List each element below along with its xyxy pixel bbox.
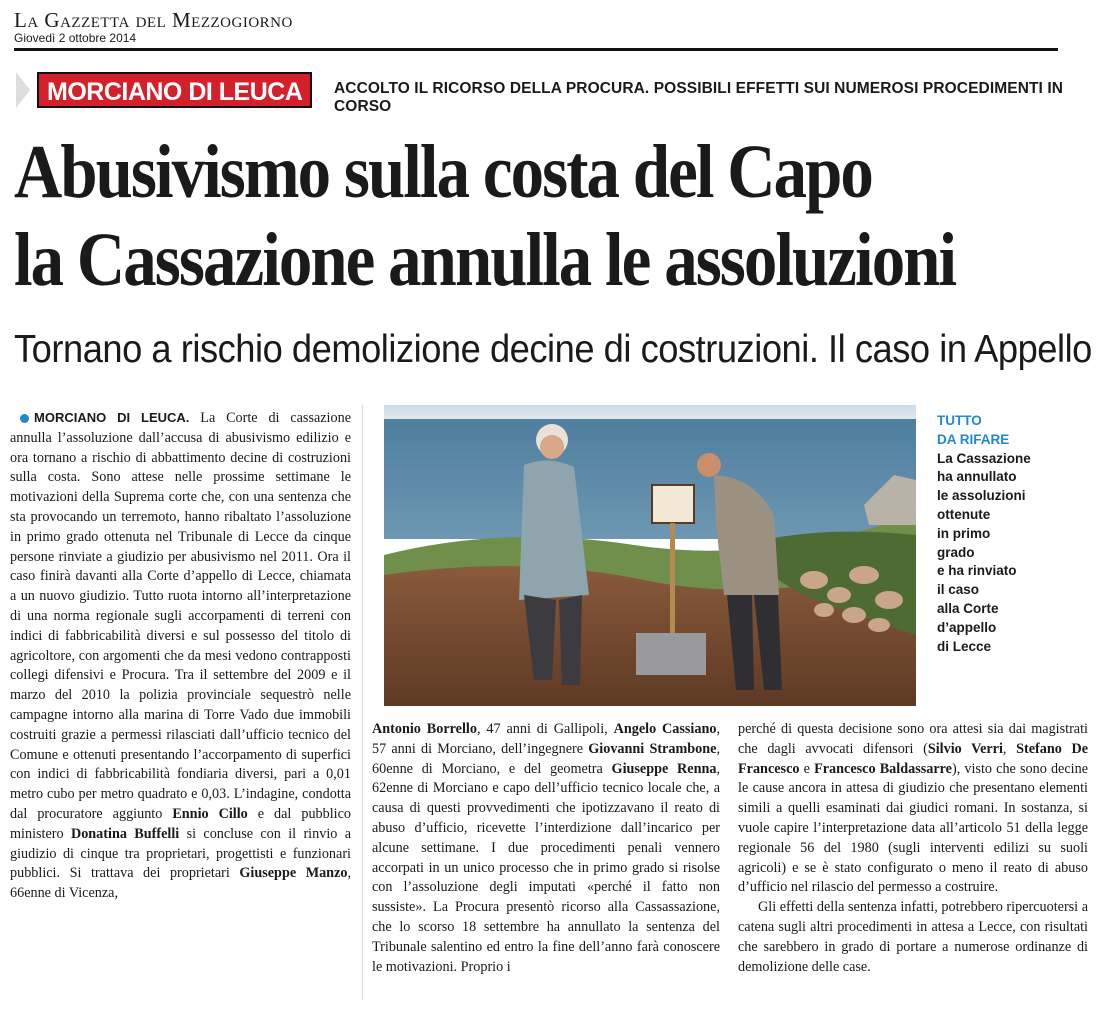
body-text: La Corte di cassazione annulla l’assoluzione dall’accusa di abusivismo edilizio e ora tornano a rischio di abbattimento decine di costruzioni sulla costa. Sono attese nelle prossime settimane le motivazioni della Suprema corte che, con una sentenza che sta provocando un terremoto, hanno ribaltato l’assoluzione in primo grado ottenuta nel Tribunale di Lecce da cinque persone rinviate a giudizio per abusivismo nel 2011. Ora il caso finirà davanti alla Corte d’appello di Lecce, chiamata a un nuovo giudizio. Tutto ruota intorno all’interpretazione di una norma regionale sugli accorpamenti di terreni con indici di fabbricabilità diversi e sul possesso del titolo di agricoltore, con argomenti che da mesi vedono contrapposti collegi difensivi e Procura. Tra il settembre del 2009 e il marzo del 2010 la polizia provinciale sequestrò nelle campagne intorno alla marina di Torre Vado due immobili costruiti grazie a permessi rilasciati dall’ufficio tecnico del Comune e ottenuti presentando l’accorpamento di superfici con indici di fabbricabilità fondiaria diversi, pari a 0,01 metro cubo per metro quadrato e 0,03. L’indagine, condotta dal procuratore aggiunto [10,410,351,822]
caption-line: in primo [937,525,991,541]
news-photo [384,405,916,706]
caption-title-line-1: TUTTO [937,413,982,428]
body-text: e [799,760,815,777]
caption-line: grado [937,544,975,560]
body-text: , 62enne di Morciano e capo dell’ufficio tecnico locale che, a causa di questi provvedimenti che ipotizzavano il reato di abuso d’ufficio, ricevette l’interdizione dall’incarico per alcune settimane. I due procedimenti penali vennero accorpati in un unico processo che in primo grado si risolse con l’assoluzione degli imputati «perché il fatto non sussiste». La Procura presentò ricorso alla Cassassazione, che lo scorso 18 settembre ha annullato la sentenza del Tribunale salentino ed entro la fine dell’anno farà conoscere le motivazioni. Proprio i [372,760,720,975]
body-text: e dal pubblico ministero [10,805,351,842]
body-text: , 60enne di Morciano, e del geometra [372,740,720,777]
masthead-rule [14,48,1058,51]
body-text: , [1002,740,1017,757]
person-name: Angelo Cassiano [613,721,717,737]
person-name: Stefano De Francesco [738,740,1088,777]
person-name: Francesco Baldassarre [814,760,952,777]
kicker: ACCOLTO IL RICORSO DELLA PROCURA. POSSIBILI EFFETTI SUI NUMEROSI PROCEDIMENTI IN CORSO [334,80,1064,115]
caption-line: ottenute [937,506,991,522]
body-text: , 47 anni di Gallipoli, [476,721,614,737]
body-text: , 66enne di Vicenza, [10,865,352,902]
subheadline: Tornano a rischio demolizione decine di costruzioni. Il caso in Appello [14,328,1092,371]
newspaper-name: La Gazzetta del Mezzogiorno [14,8,293,32]
body-text: ), visto che sono decine le cause ancora in attesa di giudizio che presentano elementi simili a quelli esaminati dai giudici romani. In sostanza, si vuole capire l’interpretazione data all’articolo 51 della legge regionale 56 del 1980 (sugli interventi edilizi su suoli agricoli) e se è stato configurato o meno il reato di abuso d’ufficio nel rilascio del permesso a costruire. [738,760,1088,896]
caption-line: ha annullato [937,469,1017,485]
body-text: , 57 anni di Morciano, dell’ingegnere [372,721,720,757]
paragraph: Gli effetti della sentenza infatti, potrebbero ripercuotersi a catena sugli altri procedimenti in attesa a Lecce, con risultati che sarebbero in grado di portare a numerose ordinanze di demolizione delle case. [738,899,1088,975]
body-text: perché di questa decisione sono ora attesi sia dai magistrati che dagli avvocati difensori ( [738,721,1088,757]
article-column-2 [372,720,720,977]
caption-line: La Cassazione [937,450,1031,466]
column-divider [362,405,363,1000]
article-column-3 [738,720,1088,977]
headline-line-1: Abusivismo sulla costa del Capo [14,130,872,214]
masthead [14,8,293,45]
person-name: Giuseppe Manzo [239,865,348,882]
person-name: Giovanni Strambone [588,740,717,757]
arrow-icon [16,72,30,108]
caption-line: di Lecce [937,638,992,654]
headline-line-2: la Cassazione annulla le assoluzioni [14,218,956,302]
caption-line: alla Corte [937,600,999,616]
caption-line: d’appello [937,619,997,635]
body-text: si concluse con il rinvio a giudizio di cinque tra proprietari, progettisti e funzionari pubblici. Si trattava dei proprietari [10,825,352,882]
headline [14,128,955,304]
dateline: MORCIANO DI LEUCA. [34,410,190,425]
photo-caption [937,412,1077,656]
location-tag: MORCIANO DI LEUCA [37,72,312,108]
caption-title-line-2: DA RIFARE [937,431,1010,447]
caption-line: il caso [937,582,980,598]
issue-date: Giovedì 2 ottobre 2014 [14,31,137,45]
caption-line: le assoluzioni [937,488,1026,504]
person-name: Silvio Verri [927,740,1003,757]
article-column-1 [10,408,351,904]
person-name: Donatina Buffelli [70,825,180,842]
bullet-icon [20,414,29,423]
person-name: Giuseppe Renna [611,760,717,777]
person-name: Antonio Borrello [372,721,477,737]
person-name: Ennio Cillo [172,805,248,822]
caption-line: e ha rinviato [937,563,1017,579]
